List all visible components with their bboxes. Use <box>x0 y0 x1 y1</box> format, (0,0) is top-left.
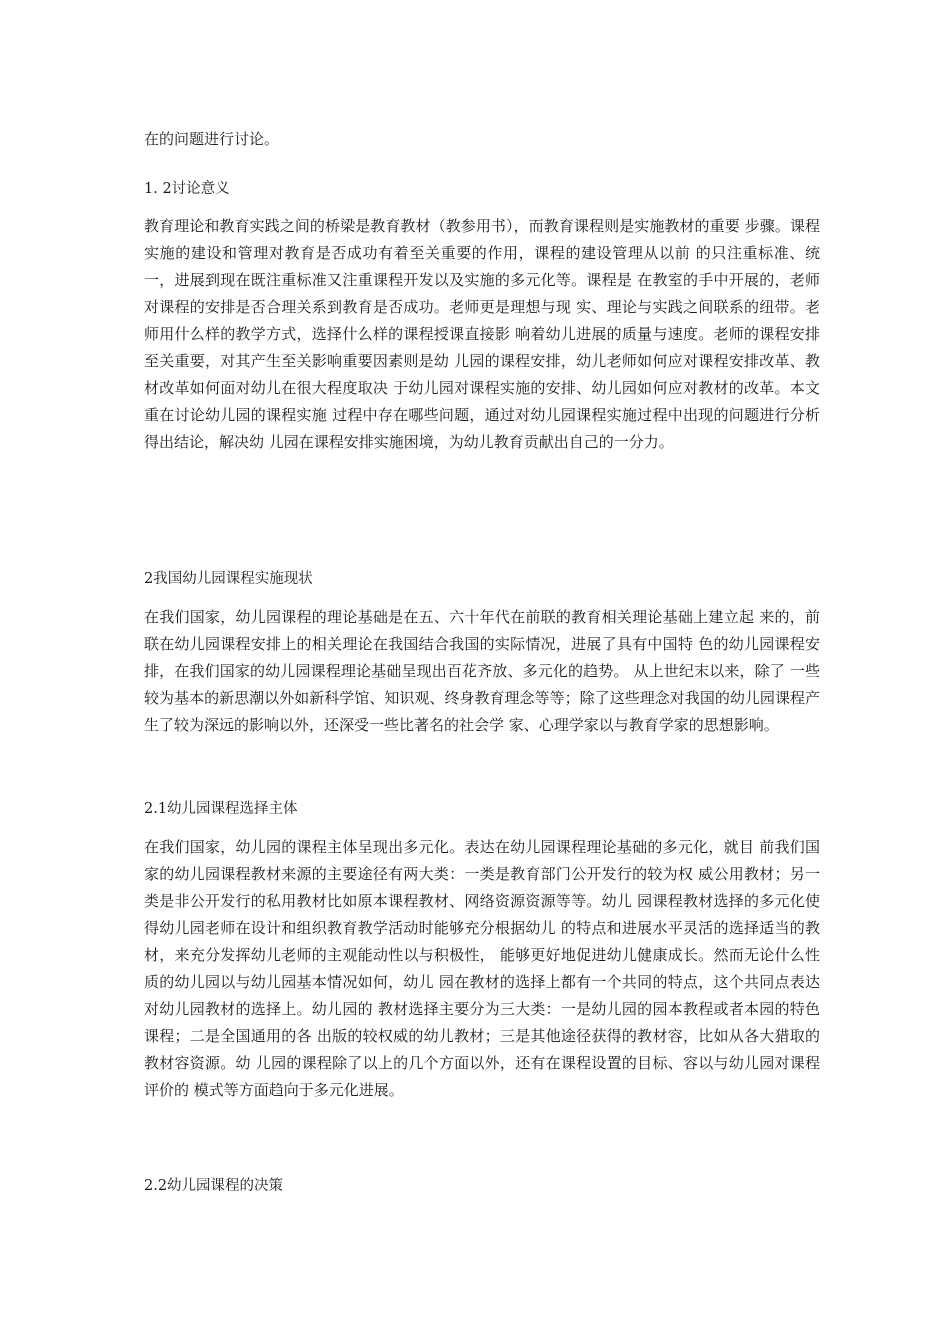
section-heading-2: 2我国幼儿园课程实施现状 <box>144 571 313 587</box>
continuation-text: 在的问题进行讨论。 <box>144 130 280 148</box>
section-2-paragraph: 在我们国家，幼儿园课程的理论基础是在五、六十年代在前联的教育相关理论基础上建立起 来的，前联在幼儿园课程安排上的相关理论在我国结合我国的实际情况，进展了具有中国特 色的幼儿园课程安排，在我们国家的幼儿园课程理论基础呈现出百花齐放、多元化的趋势。 从上世纪末以来，除了 一些较为基本的新思潮以外如新科学馆、知识观、终身教育理念等等；除了这些理念对我国的幼儿园课程产生了较为深远的影响以外，还深受一些比著名的社会学 家、心理学家以与教育学家的思想影响。 <box>144 608 820 734</box>
section-2-1-paragraph: 在我们国家，幼儿园的课程主体呈现出多元化。表达在幼儿园课程理论基础的多元化，就目 前我们国家的幼儿园课程教材来源的主要途径有两大类：一类是教育部门公开发行的较为权 威公用教材；另一类是非公开发行的私用教材比如原本课程教材、网络资源资源等等。幼儿 园课程教材选择的多元化使得幼儿园老师在设计和组织教育教学活动时能够充分根据幼儿 的特点和进展水平灵活的选择适当的教材，来充分发挥幼儿老师的主观能动性以与积极性， 能够更好地促进幼儿健康成长。然而无论什么性质的幼儿园以与幼儿园基本情况如何，幼儿 园在教材的选择上都有一个共同的特点，这个共同点表达对幼儿园教材的选择上。幼儿园的 教材选择主要分为三大类：一是幼儿园的园本教程或者本园的特色课程；二是全国通用的各 出版的较权威的幼儿教材；三是其他途径获得的教材容，比如从各大猎取的教材容资源。幼 儿园的课程除了以上的几个方面以外，还有在课程设置的目标、容以与幼儿园对课程评价的 模式等方面趋向于多元化进展。 <box>144 838 820 1099</box>
section-1-2-paragraph: 教育理论和教育实践之间的桥梁是教育教材（教参用书），而教育课程则是实施教材的重要 步骤。课程实施的建设和管理对教育是否成功有着至关重要的作用，课程的建设管理从以前 的只注重标准、统一，进展到现在既注重标准又注重课程开发以及实施的多元化等。课程是 在教室的手中开展的，老师对课程的安排是否合理关系到教育是否成功。老师更是理想与现 实、理论与实践之间联系的纽带。老师用什么样的教学方式，选择什么样的课程授课直接影 响着幼儿进展的质量与速度。老师的课程安排至关重要，对其产生至关影响重要因素则是幼 儿园的课程安排，幼儿老师如何应对课程安排改革、教材改革如何面对幼儿在很大程度取决 于幼儿园对课程实施的安排、幼儿园如何应对教材的改革。本文重在讨论幼儿园的课程实施 过程中存在哪些问题，通过对幼儿园课程实施过程中出现的问题进行分析得出结论，解决幼 儿园在课程安排实施困境，为幼儿教育贡献出自己的一分力。 <box>144 217 820 451</box>
section-heading-1-2: 1. 2讨论意义 <box>144 181 230 197</box>
section-heading-2-2: 2.2幼儿园课程的决策 <box>144 1178 284 1194</box>
section-heading-2-1: 2.1幼儿园课程选择主体 <box>144 801 298 817</box>
